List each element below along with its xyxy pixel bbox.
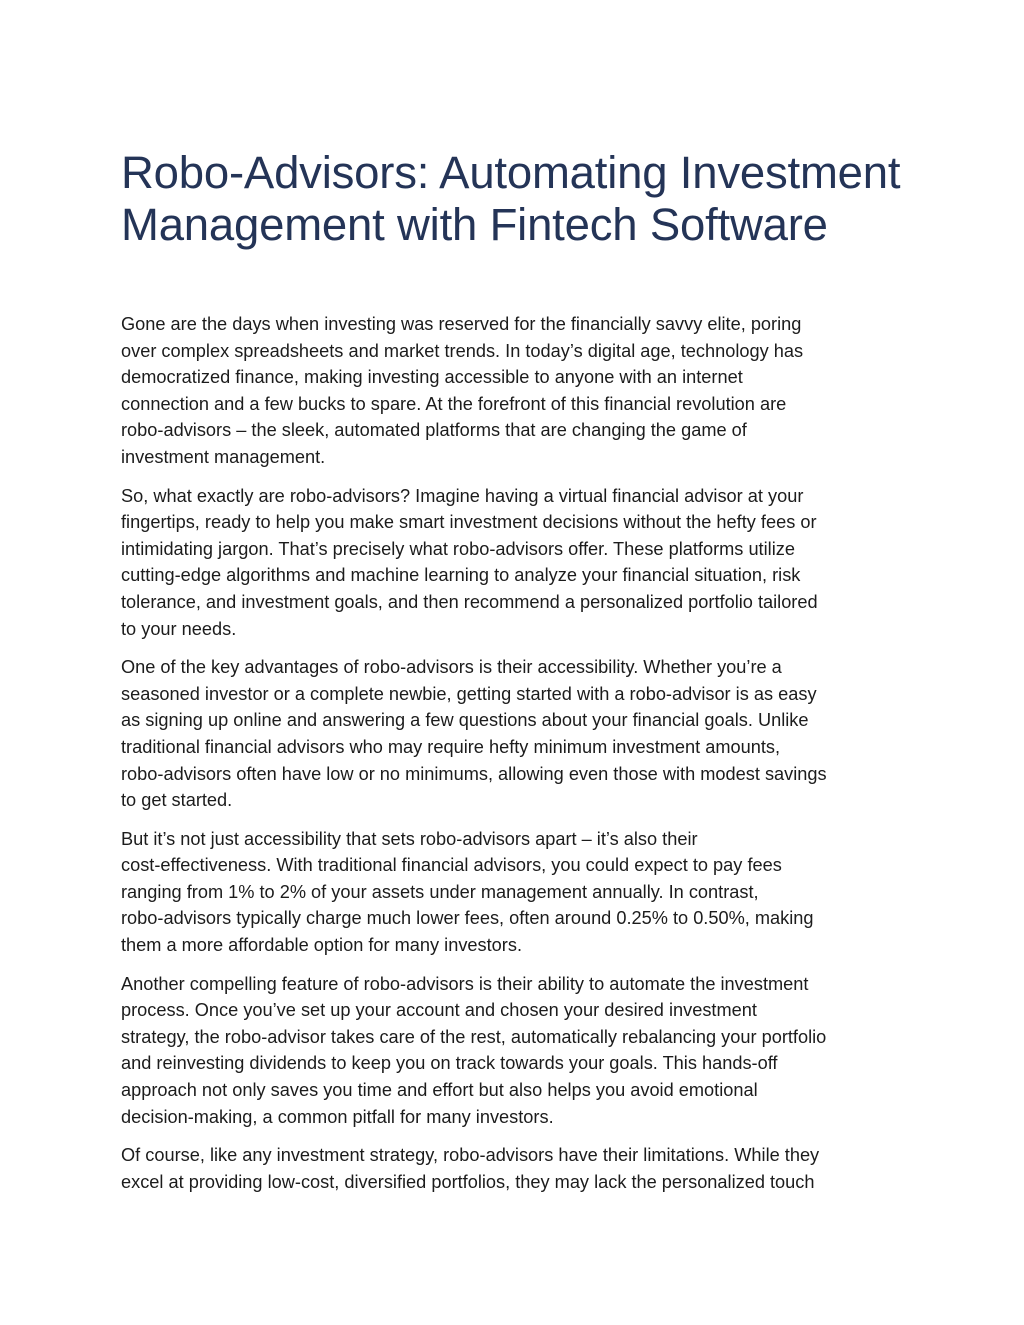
paragraph-4 <box>121 826 911 959</box>
text-line: One of the key advantages of robo-advisors is their accessibility. Whether you’re a <box>121 657 782 678</box>
text-line: robo-advisors often have low or no minimums, allowing even those with modest savings <box>121 763 827 784</box>
document-page <box>121 0 911 1325</box>
text-line: excel at providing low-cost, diversified portfolios, they may lack the personalized touch <box>121 1171 815 1192</box>
text-line: investment management. <box>121 446 326 467</box>
paragraph-1 <box>121 311 911 471</box>
text-line: cutting-edge algorithms and machine learning to analyze your financial situation, risk <box>121 565 801 586</box>
text-line: over complex spreadsheets and market trends. In today’s digital age, technology has <box>121 340 804 361</box>
text-line: But it’s not just accessibility that sets robo-advisors apart – it’s also their <box>121 828 698 849</box>
text-line: cost-effectiveness. With traditional financial advisors, you could expect to pay fees <box>121 855 782 876</box>
text-line: process. Once you’ve set up your account and chosen your desired investment <box>121 1000 757 1021</box>
title-line: Robo-Advisors: Automating Investment <box>121 147 901 198</box>
text-line: tolerance, and investment goals, and then recommend a personalized portfolio tailored <box>121 591 818 612</box>
text-line: intimidating jargon. That’s precisely what robo-advisors offer. These platforms utilize <box>121 538 795 559</box>
document-body <box>121 311 911 1207</box>
paragraph-6 <box>121 1142 911 1195</box>
text-line: Gone are the days when investing was reserved for the financially savvy elite, poring <box>121 314 802 334</box>
text-line: decision-making, a common pitfall for many investors. <box>121 1106 554 1127</box>
text-line: approach not only saves you time and effort but also helps you avoid emotional <box>121 1080 758 1101</box>
text-line: robo-advisors – the sleek, automated platforms that are changing the game of <box>121 420 747 441</box>
paragraph-5 <box>121 971 911 1131</box>
paragraph-2 <box>121 483 911 643</box>
text-line: Of course, like any investment strategy, robo-advisors have their limitations. While they <box>121 1145 820 1166</box>
text-line: democratized finance, making investing accessible to anyone with an internet <box>121 367 743 388</box>
text-line: connection and a few bucks to spare. At the forefront of this financial revolution are <box>121 393 787 414</box>
text-line: to your needs. <box>121 618 237 639</box>
text-line: robo-advisors typically charge much lower fees, often around 0.25% to 0.50%, making <box>121 908 814 929</box>
text-line: Another compelling feature of robo-advisors is their ability to automate the investment <box>121 973 809 994</box>
document-title <box>121 147 911 251</box>
text-line: So, what exactly are robo-advisors? Imagine having a virtual financial advisor at your <box>121 485 804 506</box>
text-line: as signing up online and answering a few questions about your financial goals. Unlike <box>121 710 809 731</box>
text-line: to get started. <box>121 790 233 811</box>
text-line: ranging from 1% to 2% of your assets under management annually. In contrast, <box>121 881 759 902</box>
text-line: strategy, the robo-advisor takes care of the rest, automatically rebalancing your portfolio <box>121 1026 827 1047</box>
text-line: them a more affordable option for many investors. <box>121 935 523 956</box>
text-line: and reinvesting dividends to keep you on track towards your goals. This hands-off <box>121 1053 778 1074</box>
text-line: traditional financial advisors who may require hefty minimum investment amounts, <box>121 736 781 757</box>
text-line: seasoned investor or a complete newbie, getting started with a robo-advisor is as easy <box>121 683 817 704</box>
paragraph-3 <box>121 654 911 814</box>
text-line: fingertips, ready to help you make smart investment decisions without the hefty fees or <box>121 512 817 533</box>
title-line: Management with Fintech Software <box>121 199 828 250</box>
